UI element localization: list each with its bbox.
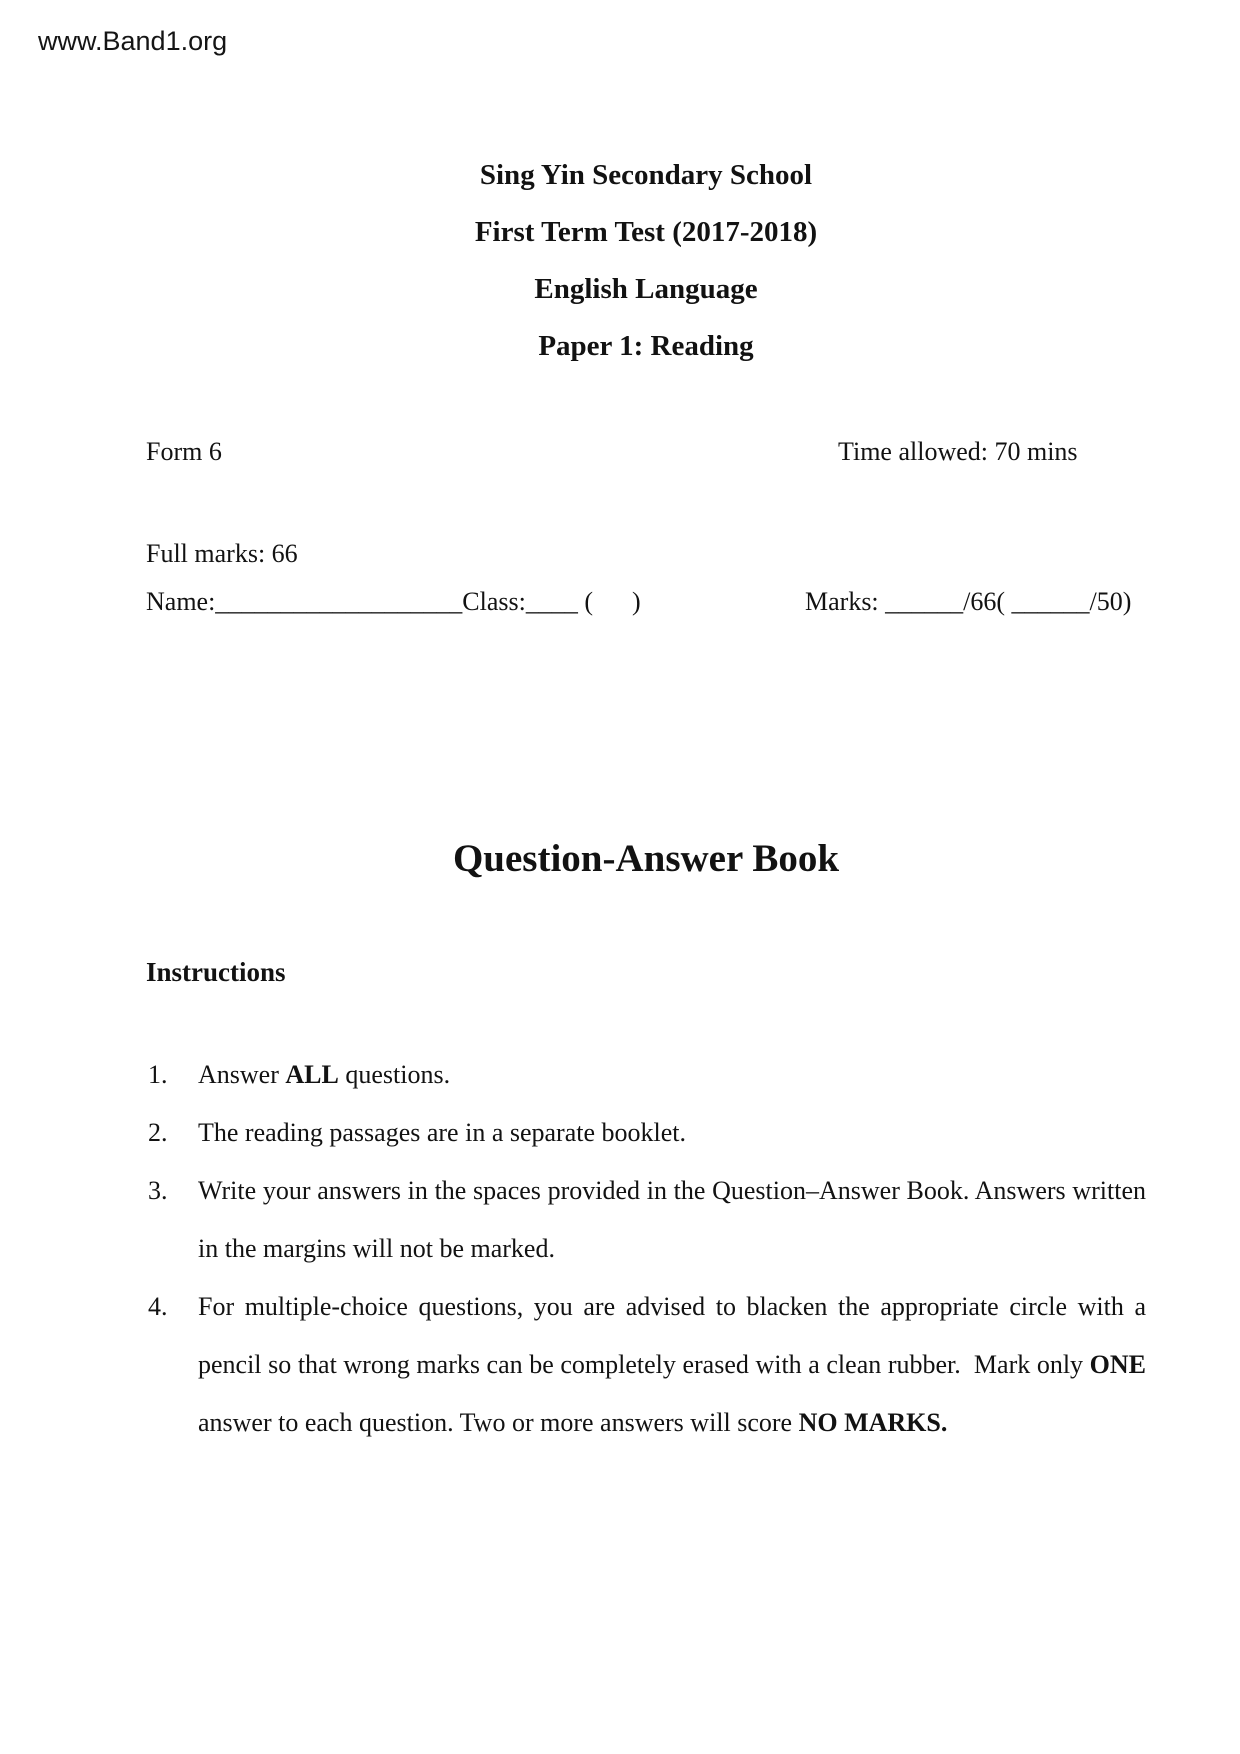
subject-name: English Language: [534, 273, 758, 305]
form-time-row: [146, 437, 1146, 471]
instruction-number: 2.: [148, 1118, 168, 1147]
instruction-number: 1.: [148, 1060, 168, 1089]
test-title: First Term Test (2017-2018): [474, 216, 818, 248]
full-marks-row: [146, 539, 1146, 573]
instruction-item: [146, 1278, 1146, 1452]
form-label: Form 6: [146, 437, 222, 466]
time-allowed-label: Time allowed: 70 mins: [838, 437, 1078, 466]
instruction-number: 3.: [148, 1176, 168, 1205]
question-answer-book-title: Question-Answer Book: [452, 837, 840, 880]
instruction-text: The reading passages are in a separate booklet.: [198, 1118, 687, 1147]
paper-title: Paper 1: Reading: [538, 330, 754, 362]
instruction-text: Write your answers in the spaces provided in the Question–Answer Book. Answers written in the margins will not be marked.: [198, 1176, 1146, 1263]
instruction-item: [146, 1046, 1146, 1104]
marks-blanks: Marks: ______/66( ______/50): [805, 587, 1132, 616]
instruction-text: For multiple-choice questions, you are advised to blacken the appropriate circle with a pencil so that wrong marks can be completely erased with a clean rubber. Mark only ONE answer to each question. Two or more answers will score NO MARKS.: [198, 1292, 1146, 1437]
full-marks-label: Full marks: 66: [146, 539, 298, 568]
instructions-heading: Instructions: [146, 957, 286, 987]
name-class-blanks: Name:___________________Class:____ ( ): [146, 587, 641, 616]
name-class-marks-row: [146, 587, 1146, 621]
instruction-item: [146, 1104, 1146, 1162]
instruction-item: [146, 1162, 1146, 1278]
watermark-url: www.Band1.org: [38, 26, 228, 56]
school-name: Sing Yin Secondary School: [479, 159, 813, 191]
instruction-text: Answer ALL questions.: [198, 1060, 451, 1089]
instruction-number: 4.: [148, 1292, 168, 1321]
title-block: [146, 147, 1146, 375]
instructions-list: [146, 1046, 1146, 1452]
